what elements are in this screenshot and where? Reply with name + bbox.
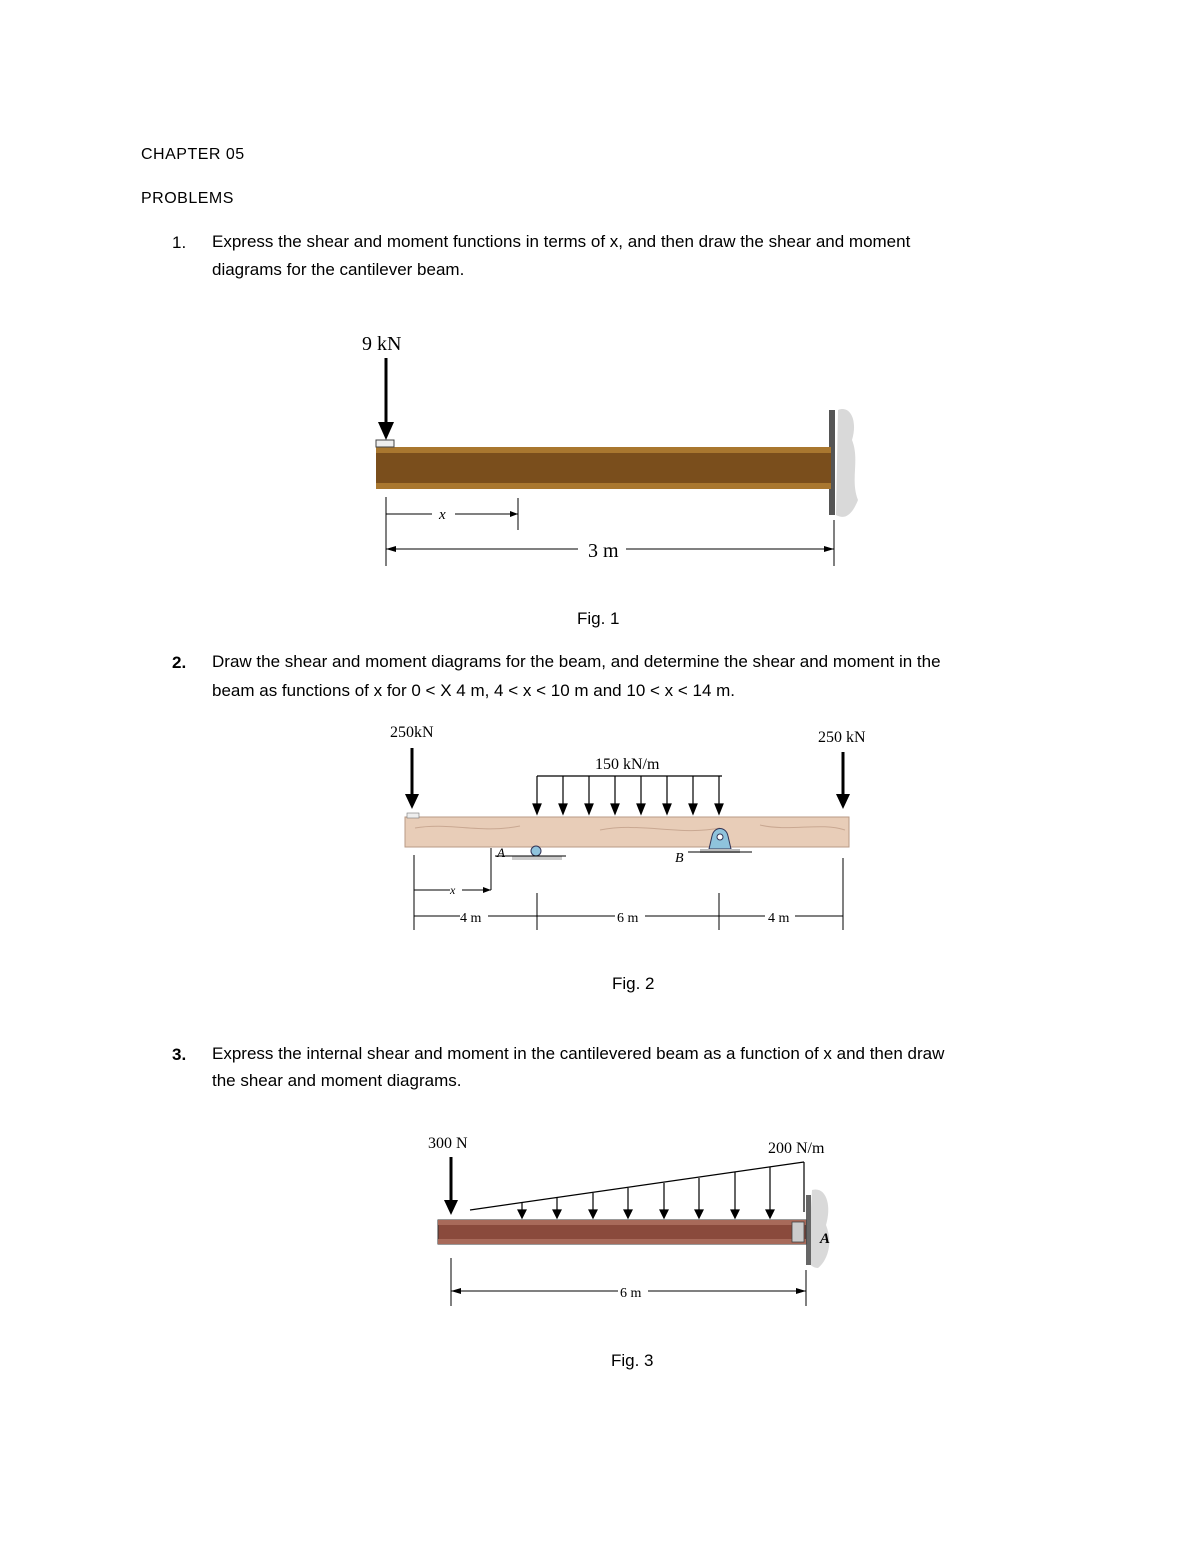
fig2-support-b-label: B: [675, 851, 684, 866]
problem-3-line-1: Express the internal shear and moment in the cantilevered beam as a function of x and then draw: [212, 1044, 945, 1063]
problem-2-line-1: Draw the shear and moment diagrams for the beam, and determine the shear and moment in the: [212, 652, 941, 671]
fig3-length-label: 6 m: [620, 1286, 642, 1301]
fig-3-caption: Fig. 3: [611, 1351, 654, 1370]
fig2-left-load-label: 250kN: [390, 724, 434, 741]
fig3-wall-plate: [806, 1195, 811, 1265]
problem-1-line-1: Express the shear and moment functions in terms of x, and then draw the shear and moment: [212, 232, 911, 251]
fig2-dim1-label: 4 m: [460, 911, 482, 926]
fig3-dist-load-label: 200 N/m: [768, 1140, 825, 1157]
chapter-title: CHAPTER 05: [141, 146, 245, 163]
fig1-load-label: 9 kN: [362, 333, 402, 355]
section-title: PROBLEMS: [141, 190, 234, 207]
fig-2-caption: Fig. 2: [612, 974, 655, 993]
fig2-x-label: x: [450, 883, 456, 897]
problem-2-number: 2.: [172, 653, 187, 672]
fig2-support-a-label: A: [497, 845, 505, 860]
fig2-dist-load-label: 150 kN/m: [595, 756, 660, 773]
problem-1-line-2: diagrams for the cantilever beam.: [212, 260, 465, 279]
fig3-triangular-load-arrows: [518, 1167, 774, 1218]
problem-1-number: 1.: [172, 233, 187, 252]
fig2-right-load-label: 250 kN: [818, 729, 866, 746]
fig1-length-label: 3 m: [588, 540, 619, 562]
fig-1-caption: Fig. 1: [577, 609, 620, 628]
fig1-x-label: x: [439, 507, 446, 523]
fig2-dim2-label: 6 m: [617, 911, 639, 926]
fig3-support-label: A: [820, 1231, 831, 1247]
fig2-dim3-label: 4 m: [768, 911, 790, 926]
problem-3-number: 3.: [172, 1045, 187, 1064]
fig3-wall: [808, 1189, 829, 1268]
fig3-triangular-load-line: [470, 1162, 804, 1210]
problem-3-line-2: the shear and moment diagrams.: [212, 1071, 462, 1090]
fig3-point-load-arrow: [444, 1200, 458, 1215]
problem-2-line-2: beam as functions of x for 0 < X 4 m, 4 < x < 10 m and 10 < x < 14 m.: [212, 681, 736, 700]
fig3-point-load-label: 300 N: [428, 1135, 468, 1152]
